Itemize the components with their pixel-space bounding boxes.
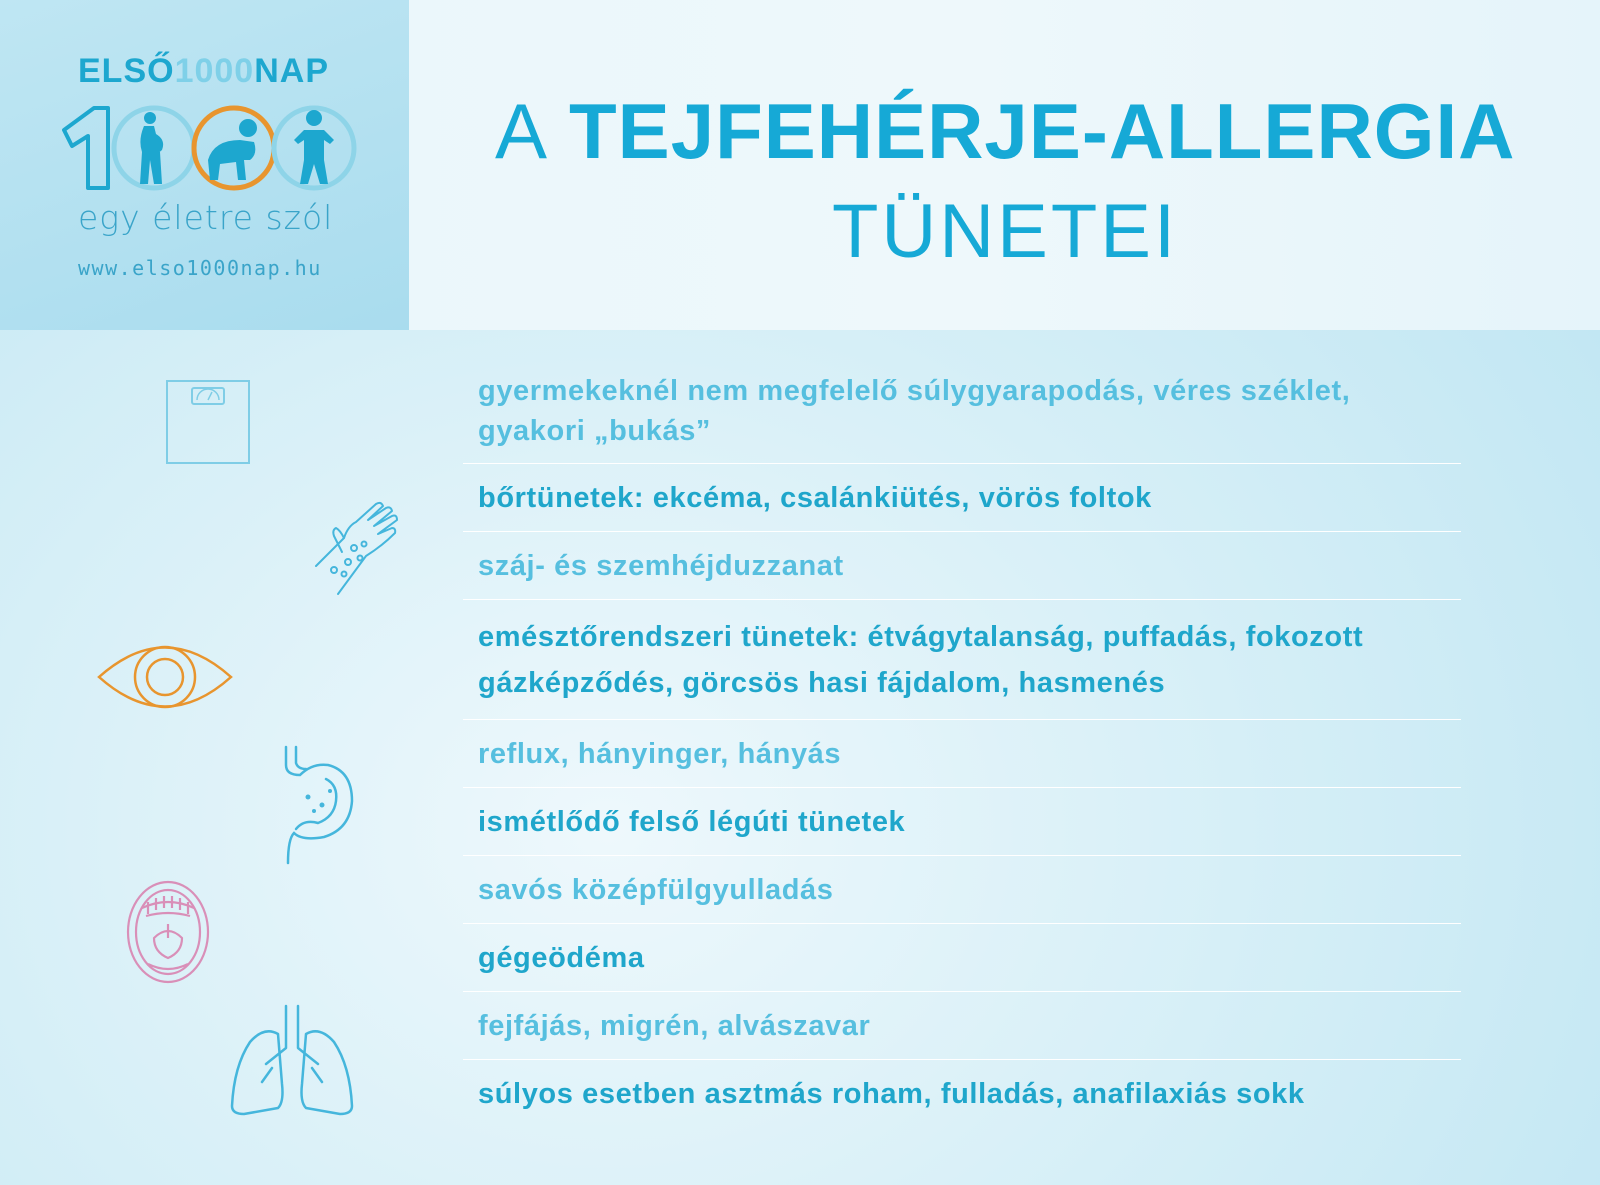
list-item: [463, 788, 1461, 856]
symptom-text: reflux, hányinger, hányás: [478, 737, 842, 770]
mouth-icon: [126, 880, 210, 984]
symptom-text: fejfájás, migrén, alvászavar: [478, 1009, 871, 1042]
list-item: [463, 1060, 1461, 1128]
pregnant-woman-icon: [140, 112, 163, 184]
logo-tagline: egy életre szól: [78, 198, 334, 237]
list-item: [463, 992, 1461, 1060]
symptom-text: ismétlődő felső légúti tünetek: [478, 805, 906, 838]
symptom-text: súlyos esetben asztmás roham, fulladás, anafilaxiás sokk: [478, 1078, 1305, 1110]
logo-panel: [0, 0, 409, 330]
title-lead: A: [495, 87, 550, 175]
page-subtitle: TÜNETEI: [831, 189, 1179, 274]
symptom-list: [463, 358, 1461, 1128]
logo-brand-1000: 1000: [174, 52, 255, 90]
symptom-text: bőrtünetek: ekcéma, csalánkiütés, vörös foltok: [478, 481, 1152, 514]
symptom-text: savós középfülgyulladás: [478, 873, 834, 906]
logo-1000-graphic: [58, 100, 358, 196]
lungs-icon: [228, 1004, 356, 1116]
symptom-text: gégeödéma: [478, 941, 645, 974]
page-title: [495, 86, 1535, 177]
scale-icon: [166, 380, 250, 464]
symptom-text: gyermekeknél nem megfelelő súlygyarapodás, véres széklet, gyakori „bukás”: [478, 374, 1351, 447]
toddler-icon: [294, 110, 334, 184]
logo-brand-elso: ELSŐ: [78, 52, 175, 90]
symptom-text: emésztőrendszeri tünetek: étvágytalanság, puffadás, fokozott gázképződés, görcsös hasi fájdalom, hasmenés: [478, 620, 1364, 699]
crawling-baby-icon: [208, 119, 257, 180]
logo-brand-text: [78, 52, 329, 91]
eye-icon: [97, 640, 233, 714]
stomach-icon: [278, 745, 356, 865]
logo-url: www.elso1000nap.hu: [78, 256, 322, 280]
list-item: [463, 856, 1461, 924]
list-item: [463, 924, 1461, 992]
list-item: [463, 464, 1461, 532]
symptom-text: száj- és szemhéjduzzanat: [478, 549, 844, 582]
list-item: [463, 720, 1461, 788]
hand-rash-icon: [314, 500, 400, 596]
list-item: [463, 532, 1461, 600]
list-item: [463, 600, 1461, 720]
list-item: [463, 358, 1461, 464]
logo-brand-nap: NAP: [254, 52, 330, 90]
title-main: TEJFEHÉRJE-ALLERGIA: [569, 87, 1516, 175]
